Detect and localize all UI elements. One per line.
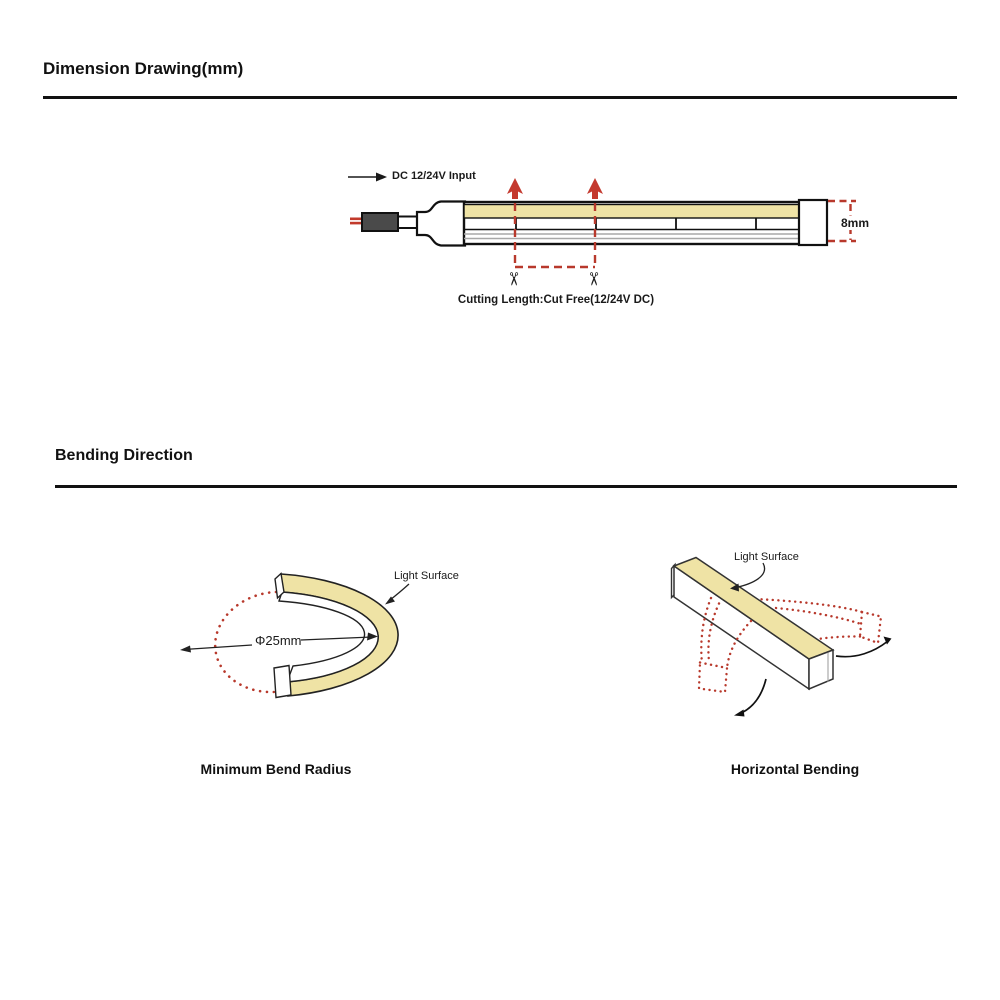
light-surface-label-right: Light Surface — [734, 551, 799, 563]
end-connector — [417, 202, 465, 246]
horizontal-bend-diagram — [650, 540, 930, 730]
diameter-label: Φ25mm — [255, 633, 302, 648]
strip-end-cap — [799, 200, 827, 245]
bending-section-title: Bending Direction — [55, 447, 193, 464]
dimension-section-title: Dimension Drawing(mm) — [43, 59, 244, 78]
dc-input-arrow-icon — [348, 173, 387, 182]
bend-radius-caption: Minimum Bend Radius — [200, 761, 352, 777]
light-surface-label-left: Light Surface — [394, 570, 459, 582]
bend-arrow-down-icon — [734, 679, 766, 717]
curved-strip-bottom-end — [274, 666, 291, 698]
power-cable — [350, 202, 465, 246]
dimension-section-divider — [43, 96, 957, 99]
scissors-icon: ✂ — [583, 271, 604, 287]
straight-strip-bar — [672, 558, 834, 690]
light-surface-leader-left — [385, 584, 409, 605]
dc-input-label: DC 12/24V Input — [392, 170, 476, 182]
bending-section-divider — [55, 485, 957, 488]
cut-point-arrow-icon — [507, 178, 603, 199]
led-strip-body — [464, 200, 827, 245]
cable-sleeve — [362, 213, 398, 231]
cable-ferrule — [398, 217, 417, 229]
light-surface-leader-right — [730, 563, 765, 592]
scissors-icon: ✂ — [503, 271, 524, 287]
cutting-length-label: Cutting Length:Cut Free(12/24V DC) — [457, 294, 655, 306]
horizontal-bending-caption: Horizontal Bending — [730, 761, 860, 777]
height-dimension-label: 8mm — [841, 216, 870, 230]
bend-arrow-up-icon — [836, 637, 892, 657]
